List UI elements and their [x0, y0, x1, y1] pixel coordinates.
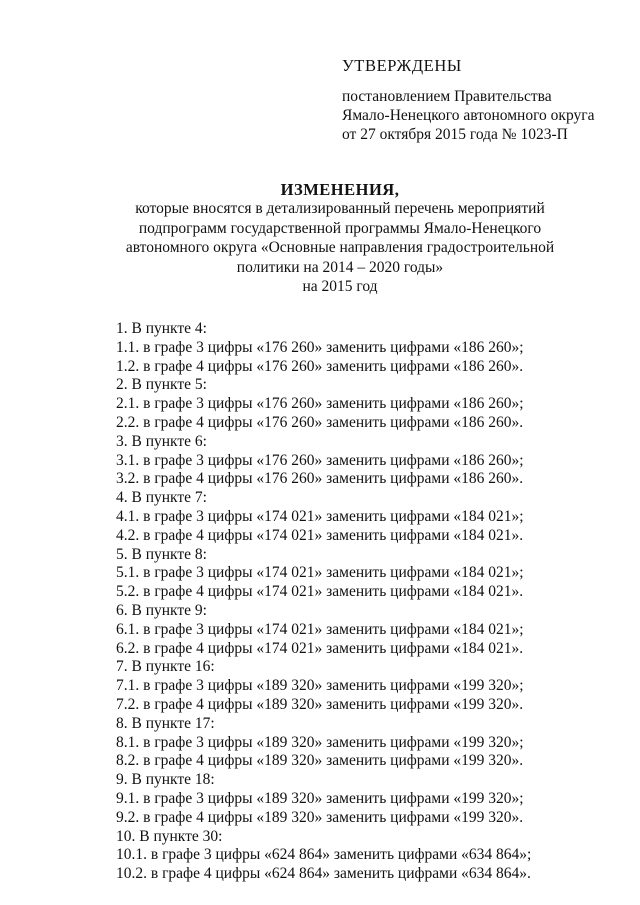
approval-line: от 27 октября 2015 года № 1023-П: [342, 126, 568, 143]
list-item: 7.2. в графе 4 цифры «189 320» заменить цифрами «199 320».: [116, 695, 524, 713]
list-item: 9. В пункте 18:: [116, 771, 215, 789]
heading-line: которые вносятся в детализированный перечень мероприятий: [135, 200, 545, 218]
list-item: 10.2. в графе 4 цифры «624 864» заменить цифрами «634 864».: [116, 865, 531, 883]
list-item: 8.2. в графе 4 цифры «189 320» заменить цифрами «199 320».: [116, 752, 524, 770]
list-item: 3.2. в графе 4 цифры «176 260» заменить цифрами «186 260».: [116, 470, 524, 488]
list-item: 4.1. в графе 3 цифры «174 021» заменить цифрами «184 021»;: [116, 507, 524, 525]
heading-line: на 2015 год: [302, 278, 378, 296]
approval-line: постановлением Правительства: [342, 88, 552, 105]
list-item: 8.1. в графе 3 цифры «189 320» заменить цифрами «199 320»;: [116, 733, 524, 751]
list-item: 4.2. в графе 4 цифры «174 021» заменить цифрами «184 021».: [116, 526, 524, 544]
document-heading: [90, 180, 590, 296]
approval-block: [342, 56, 594, 144]
list-item: 1.1. в графе 3 цифры «176 260» заменить цифрами «186 260»;: [116, 338, 524, 356]
list-item: 9.2. в графе 4 цифры «189 320» заменить цифрами «199 320».: [116, 808, 524, 826]
approval-title: УТВЕРЖДЕНЫ: [342, 56, 462, 75]
list-item: 9.1. в графе 3 цифры «189 320» заменить цифрами «199 320»;: [116, 789, 524, 807]
list-item: 6.2. в графе 4 цифры «174 021» заменить цифрами «184 021».: [116, 639, 524, 657]
heading-line: автономного округа «Основные направления градостроительной: [125, 239, 555, 257]
document-title: ИЗМЕНЕНИЯ,: [280, 180, 400, 199]
heading-line: политики на 2014 – 2020 годы»: [236, 258, 444, 276]
list-item: 7.1. в графе 3 цифры «189 320» заменить цифрами «199 320»;: [116, 677, 524, 695]
list-item: 7. В пункте 16:: [116, 658, 215, 676]
list-item: 10. В пункте 30:: [116, 827, 223, 845]
list-item: 3. В пункте 6:: [116, 432, 207, 450]
list-item: 8. В пункте 17:: [116, 714, 215, 732]
list-item: 5.2. в графе 4 цифры «174 021» заменить цифрами «184 021».: [116, 583, 524, 601]
approval-line: Ямало-Ненецкого автономного округа: [342, 107, 595, 124]
list-item: 1.2. в графе 4 цифры «176 260» заменить цифрами «186 260».: [116, 357, 524, 375]
list-item: 1. В пункте 4:: [116, 320, 207, 337]
list-item: 2.1. в графе 3 цифры «176 260» заменить цифрами «186 260»;: [116, 395, 524, 413]
list-item: 4. В пункте 7:: [116, 489, 207, 507]
list-item: 6.1. в графе 3 цифры «174 021» заменить цифрами «184 021»;: [116, 620, 524, 638]
heading-line: подпрограмм государственной программы Ямало-Ненецкого: [138, 219, 542, 237]
list-item: 2. В пункте 5:: [116, 376, 207, 394]
amendments-list: [116, 320, 531, 884]
list-item: 3.1. в графе 3 цифры «176 260» заменить цифрами «186 260»;: [116, 451, 524, 469]
list-item: 10.1. в графе 3 цифры «624 864» заменить цифрами «634 864»;: [116, 846, 532, 864]
list-item: 5. В пункте 8:: [116, 545, 207, 563]
list-item: 2.2. в графе 4 цифры «176 260» заменить цифрами «186 260».: [116, 413, 524, 431]
list-item: 6. В пункте 9:: [116, 601, 207, 619]
list-item: 5.1. в графе 3 цифры «174 021» заменить цифрами «184 021»;: [116, 564, 524, 582]
